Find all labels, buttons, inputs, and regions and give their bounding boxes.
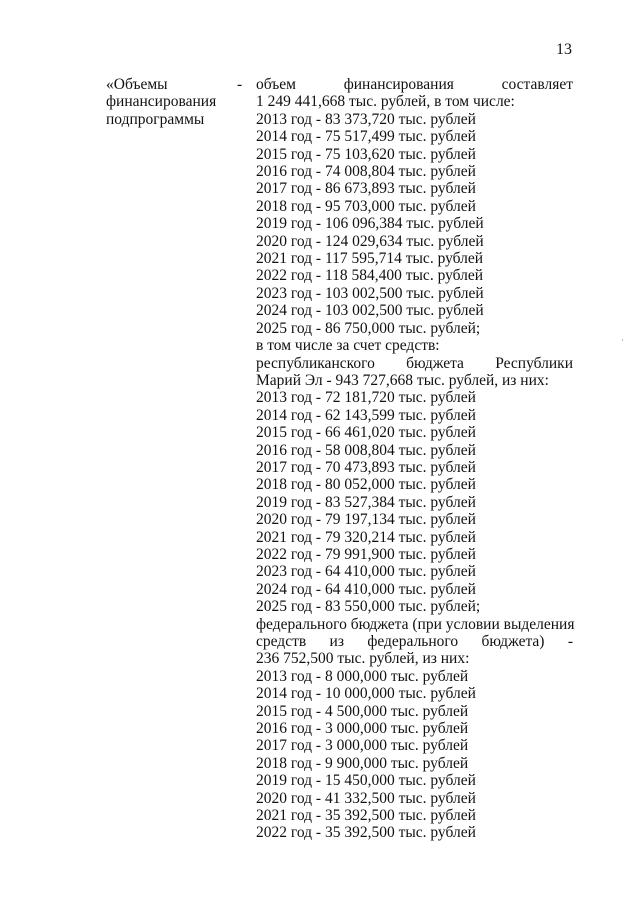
year-amount-line: 2016 год - 74 008,804 тыс. рублей [256, 163, 476, 181]
year-amount-line: 2015 год - 75 103,620 тыс. рублей [256, 145, 476, 163]
federal-word: бюджета) [481, 633, 545, 650]
year-amount-line: 2014 год - 10 000,000 тыс. рублей [256, 685, 476, 703]
year-amount-line: 2018 год - 80 052,000 тыс. рублей [256, 476, 476, 494]
year-amount-line: 2014 год - 62 143,599 тыс. рублей [256, 406, 476, 424]
year-amount-line: 2024 год - 103 002,500 тыс. рублей [256, 302, 484, 320]
year-amount-line: 2019 год - 106 096,384 тыс. рублей [256, 215, 484, 233]
federal-total: 236 752,500 тыс. рублей, из них: [256, 650, 470, 668]
year-amount-line: 2016 год - 3 000,000 тыс. рублей [256, 720, 469, 738]
year-amount-line: 2022 год - 35 392,500 тыс. рублей [256, 824, 476, 842]
intro-word: объем [256, 76, 296, 93]
year-amount-line: 2018 год - 9 900,000 тыс. рублей [256, 754, 469, 772]
year-amount-line: 2013 год - 8 000,000 тыс. рублей [256, 667, 469, 685]
year-amount-line: 2020 год - 41 332,500 тыс. рублей [256, 789, 476, 807]
total-years-list [256, 111, 573, 337]
year-amount-line: 2021 год - 79 320,214 тыс. рублей [256, 528, 476, 546]
label-dash: - [237, 76, 243, 93]
label-line: «Объемы [106, 76, 168, 93]
financing-details [256, 76, 573, 842]
federal-heading-cont [256, 633, 573, 650]
year-amount-line: 2015 год - 66 461,020 тыс. рублей [256, 424, 476, 442]
year-amount-line: 2019 год - 83 527,384 тыс. рублей [256, 493, 476, 511]
year-amount-line: 2020 год - 124 029,634 тыс. рублей [256, 232, 484, 250]
year-amount-line: 2021 год - 35 392,500 тыс. рублей [256, 807, 476, 825]
year-amount-line: 2019 год - 15 450,000 тыс. рублей [256, 772, 476, 790]
federal-word: - [567, 633, 573, 650]
year-amount-line: 2020 год - 79 197,134 тыс. рублей [256, 511, 476, 529]
year-amount-line: 2022 год - 118 584,400 тыс. рублей [256, 267, 484, 285]
year-amount-line: 2024 год - 64 410,000 тыс. рублей [256, 580, 476, 598]
label-line: финансирования [106, 93, 217, 111]
year-amount-line: 2017 год - 86 673,893 тыс. рублей [256, 180, 476, 198]
year-amount-line: 2015 год - 4 500,000 тыс. рублей [256, 702, 469, 720]
year-amount-line: 2018 год - 95 703,000 тыс. рублей [256, 197, 476, 215]
year-amount-line: 2023 год - 103 002,500 тыс. рублей [256, 284, 484, 302]
republic-word: Республики [495, 354, 573, 372]
total-amount: 1 249 441,668 тыс. рублей, в том числе: [256, 93, 515, 111]
year-amount-line: 2017 год - 3 000,000 тыс. рублей [256, 737, 469, 755]
year-amount-line: 2013 год - 83 373,720 тыс. рублей [256, 110, 476, 128]
label-line: подпрограммы [106, 110, 205, 128]
republic-years-list [256, 389, 573, 615]
federal-word: средств [256, 633, 307, 650]
year-amount-line: 2025 год - 83 550,000 тыс. рублей; [256, 598, 481, 616]
intro-line [256, 76, 573, 93]
scan-mark [622, 339, 623, 341]
section-label [106, 76, 244, 128]
year-amount-line: 2022 год - 79 991,900 тыс. рублей [256, 545, 476, 563]
year-amount-line: 2017 год - 70 473,893 тыс. рублей [256, 458, 476, 476]
year-amount-line: 2021 год - 117 595,714 тыс. рублей [256, 250, 484, 268]
intro-word: составляет [501, 76, 573, 93]
republic-budget-heading [256, 355, 573, 372]
page-number: 13 [556, 41, 572, 58]
republic-word: республиканского [256, 354, 375, 372]
year-amount-line: 2016 год - 58 008,804 тыс. рублей [256, 441, 476, 459]
year-amount-line: 2013 год - 72 181,720 тыс. рублей [256, 389, 476, 407]
year-amount-line: 2014 год - 75 517,499 тыс. рублей [256, 128, 476, 146]
republic-word: бюджета [406, 354, 464, 372]
intro-word: финансирования [343, 76, 454, 93]
sources-intro: в том числе за счет средств: [256, 337, 440, 355]
federal-years-list [256, 668, 573, 842]
year-amount-line: 2025 год - 86 750,000 тыс. рублей; [256, 319, 481, 337]
year-amount-line: 2023 год - 64 410,000 тыс. рублей [256, 563, 476, 581]
federal-word: из [329, 633, 344, 650]
federal-heading: федерального бюджета (при условии выделения [256, 615, 575, 633]
republic-total: Марий Эл - 943 727,668 тыс. рублей, из них: [256, 371, 549, 389]
federal-word: федерального [367, 633, 459, 650]
